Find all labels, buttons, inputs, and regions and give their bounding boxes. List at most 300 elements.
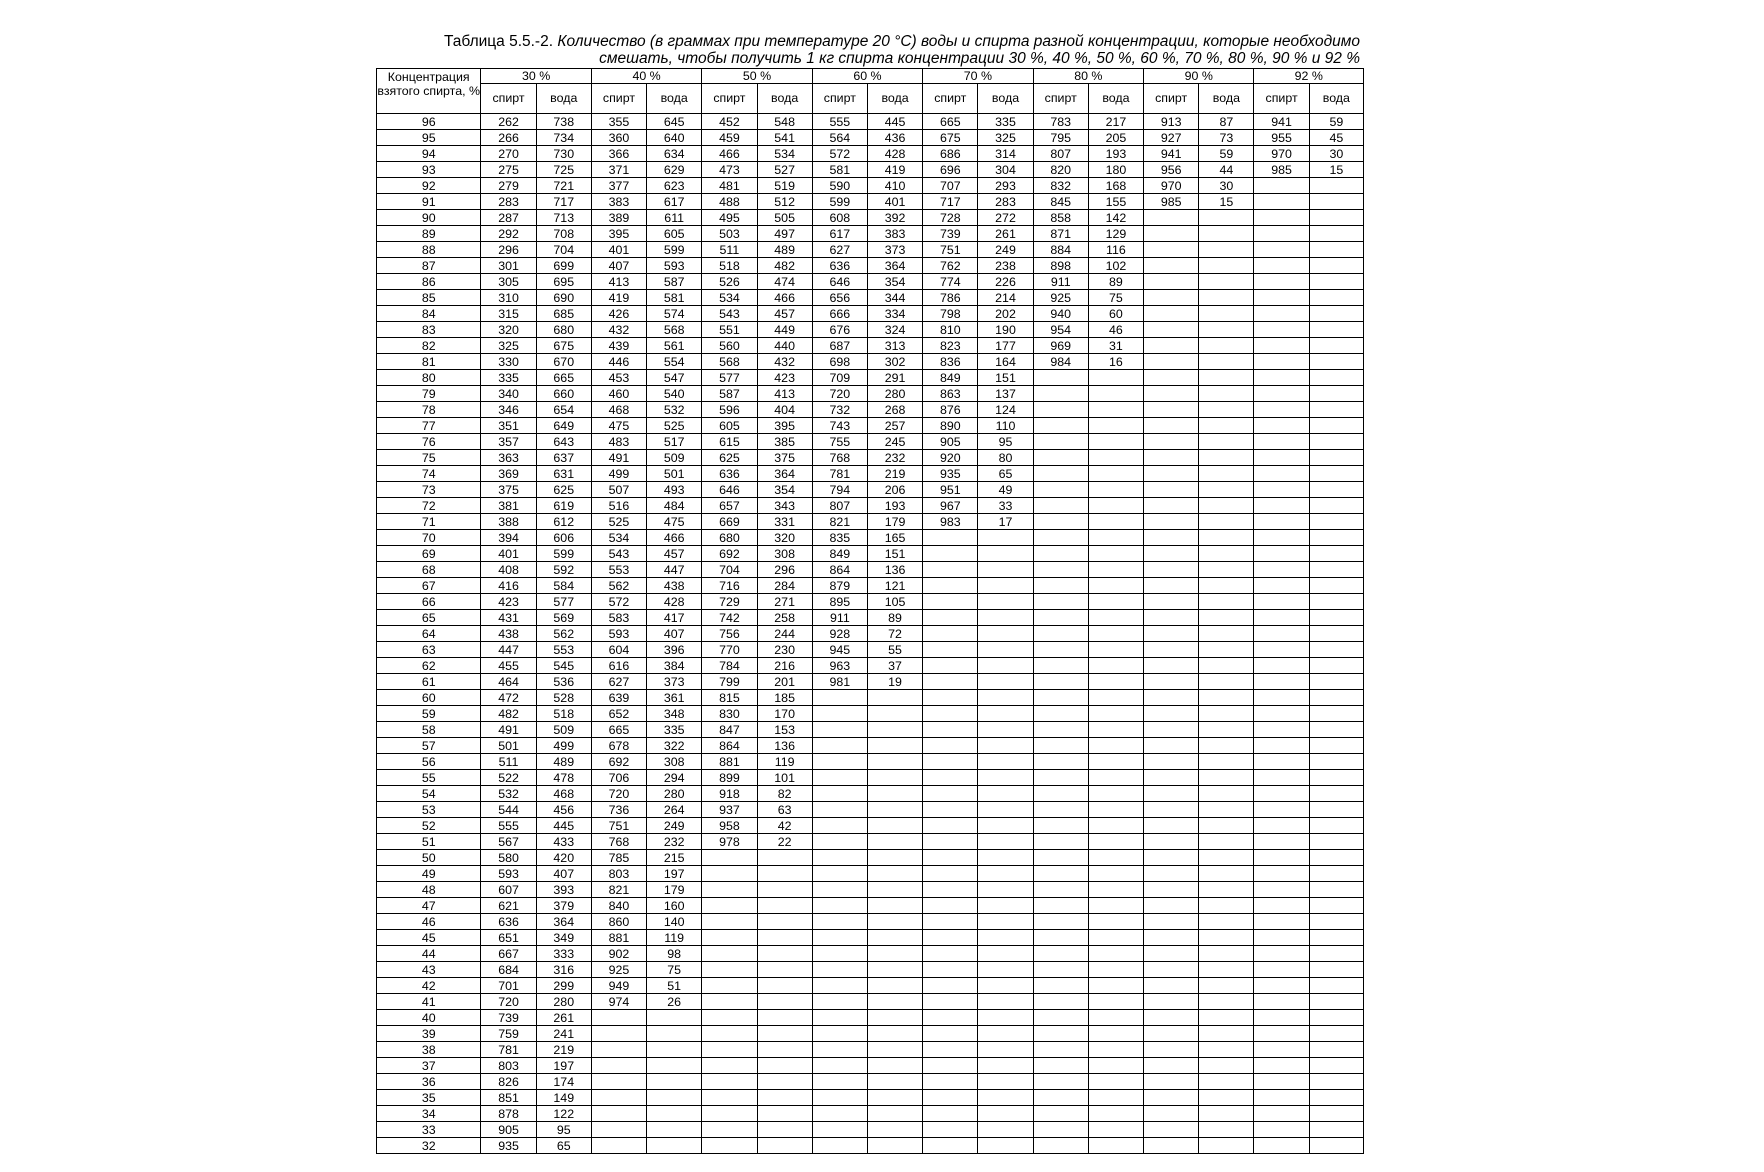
source-concentration-cell: 72	[377, 498, 481, 514]
spirit-amount-cell: 840	[591, 898, 646, 914]
spirit-amount-cell: 426	[591, 306, 646, 322]
water-amount-cell	[1088, 834, 1143, 850]
spirit-amount-cell: 781	[481, 1042, 536, 1058]
water-amount-cell: 637	[536, 450, 591, 466]
spirit-amount-cell	[1254, 466, 1309, 482]
water-amount-cell: 527	[757, 162, 812, 178]
water-amount-cell	[1309, 674, 1363, 690]
water-amount-cell	[1199, 1010, 1254, 1026]
water-amount-cell	[1309, 706, 1363, 722]
spirit-amount-cell	[1144, 370, 1199, 386]
spirit-amount-cell: 984	[1033, 354, 1088, 370]
water-amount-cell: 201	[757, 674, 812, 690]
spirit-amount-cell: 666	[812, 306, 867, 322]
spirit-amount-cell	[1254, 1010, 1309, 1026]
water-amount-cell: 445	[536, 818, 591, 834]
spirit-amount-cell: 596	[702, 402, 757, 418]
source-concentration-cell: 85	[377, 290, 481, 306]
water-amount-cell	[1088, 866, 1143, 882]
spirit-amount-cell: 784	[702, 658, 757, 674]
water-amount-cell	[867, 690, 922, 706]
spirit-amount-cell	[702, 866, 757, 882]
water-amount-cell: 325	[978, 130, 1033, 146]
water-amount-cell	[1199, 850, 1254, 866]
spirit-amount-cell	[591, 1042, 646, 1058]
spirit-amount-cell: 605	[702, 418, 757, 434]
spirit-amount-cell	[923, 962, 978, 978]
water-amount-cell	[1309, 370, 1363, 386]
water-amount-cell: 37	[867, 658, 922, 674]
alcohol-dilution-table	[376, 68, 1364, 1154]
water-amount-cell: 31	[1088, 338, 1143, 354]
spirit-amount-cell	[1144, 690, 1199, 706]
spirit-amount-cell: 884	[1033, 242, 1088, 258]
spirit-amount-cell	[1144, 914, 1199, 930]
water-amount-cell: 170	[757, 706, 812, 722]
water-amount-cell	[1199, 658, 1254, 674]
target-header-70: 70 %	[923, 69, 1033, 84]
spirit-amount-cell	[923, 978, 978, 994]
water-amount-cell: 334	[867, 306, 922, 322]
spirit-amount-cell: 981	[812, 674, 867, 690]
water-amount-cell: 501	[647, 466, 702, 482]
water-amount-cell: 63	[757, 802, 812, 818]
spirit-amount-cell	[1144, 1138, 1199, 1154]
water-amount-cell	[1309, 1090, 1363, 1106]
water-amount-cell: 205	[1088, 130, 1143, 146]
water-amount-cell: 16	[1088, 354, 1143, 370]
water-amount-cell: 599	[536, 546, 591, 562]
water-amount-cell	[867, 1042, 922, 1058]
water-amount-cell: 436	[867, 130, 922, 146]
spirit-subheader: спирт	[591, 84, 646, 114]
spirit-amount-cell	[812, 754, 867, 770]
water-amount-cell	[867, 1010, 922, 1026]
water-amount-cell	[867, 930, 922, 946]
spirit-amount-cell: 739	[923, 226, 978, 242]
spirit-amount-cell: 466	[702, 146, 757, 162]
spirit-amount-cell: 751	[923, 242, 978, 258]
water-amount-cell: 333	[536, 946, 591, 962]
spirit-amount-cell: 625	[702, 450, 757, 466]
water-amount-cell: 440	[757, 338, 812, 354]
water-amount-cell: 280	[867, 386, 922, 402]
water-amount-cell	[1309, 418, 1363, 434]
spirit-amount-cell	[1144, 562, 1199, 578]
spirit-amount-cell: 335	[481, 370, 536, 386]
water-amount-cell	[1309, 178, 1363, 194]
water-amount-cell	[1199, 882, 1254, 898]
spirit-amount-cell	[1033, 594, 1088, 610]
water-amount-cell	[1088, 1058, 1143, 1074]
water-amount-cell: 271	[757, 594, 812, 610]
spirit-amount-cell: 925	[1033, 290, 1088, 306]
spirit-amount-cell: 918	[702, 786, 757, 802]
source-concentration-cell: 37	[377, 1058, 481, 1074]
spirit-amount-cell: 636	[702, 466, 757, 482]
water-amount-cell: 456	[536, 802, 591, 818]
source-concentration-cell: 83	[377, 322, 481, 338]
water-amount-cell	[1309, 850, 1363, 866]
water-amount-cell: 509	[536, 722, 591, 738]
water-amount-cell: 15	[1309, 162, 1363, 178]
water-amount-cell	[978, 882, 1033, 898]
spirit-amount-cell	[923, 1042, 978, 1058]
water-amount-cell	[1309, 626, 1363, 642]
spirit-amount-cell	[1254, 802, 1309, 818]
water-amount-cell	[978, 866, 1033, 882]
water-amount-cell: 119	[757, 754, 812, 770]
table-row	[377, 530, 1364, 546]
water-amount-cell	[1199, 626, 1254, 642]
water-amount-cell	[867, 1138, 922, 1154]
spirit-amount-cell	[702, 1074, 757, 1090]
spirit-amount-cell: 511	[481, 754, 536, 770]
spirit-amount-cell: 615	[702, 434, 757, 450]
water-amount-cell	[867, 962, 922, 978]
spirit-amount-cell	[1033, 866, 1088, 882]
spirit-amount-cell: 756	[702, 626, 757, 642]
water-amount-cell	[867, 1106, 922, 1122]
water-amount-cell	[1309, 242, 1363, 258]
spirit-amount-cell	[702, 1090, 757, 1106]
water-amount-cell: 261	[536, 1010, 591, 1026]
spirit-amount-cell: 902	[591, 946, 646, 962]
spirit-amount-cell	[1033, 578, 1088, 594]
spirit-amount-cell	[1033, 402, 1088, 418]
water-amount-cell	[978, 658, 1033, 674]
table-row	[377, 578, 1364, 594]
water-amount-cell	[1199, 690, 1254, 706]
water-amount-cell	[1088, 498, 1143, 514]
spirit-amount-cell: 974	[591, 994, 646, 1010]
source-concentration-cell: 93	[377, 162, 481, 178]
water-amount-cell	[757, 914, 812, 930]
spirit-amount-cell: 503	[702, 226, 757, 242]
water-amount-cell: 541	[757, 130, 812, 146]
spirit-amount-cell	[812, 722, 867, 738]
spirit-amount-cell: 481	[702, 178, 757, 194]
spirit-amount-cell: 803	[591, 866, 646, 882]
source-concentration-cell: 88	[377, 242, 481, 258]
table-row	[377, 370, 1364, 386]
water-amount-cell	[978, 546, 1033, 562]
water-amount-cell: 561	[647, 338, 702, 354]
water-amount-cell	[867, 1058, 922, 1074]
water-amount-cell: 249	[647, 818, 702, 834]
spirit-amount-cell: 604	[591, 642, 646, 658]
spirit-amount-cell: 305	[481, 274, 536, 290]
spirit-amount-cell	[923, 882, 978, 898]
spirit-amount-cell	[1033, 610, 1088, 626]
water-amount-cell: 304	[978, 162, 1033, 178]
spirit-amount-cell: 823	[923, 338, 978, 354]
spirit-amount-cell: 935	[923, 466, 978, 482]
spirit-amount-cell	[1254, 690, 1309, 706]
spirit-amount-cell	[1254, 1090, 1309, 1106]
water-amount-cell: 73	[1199, 130, 1254, 146]
spirit-amount-cell	[591, 1090, 646, 1106]
water-amount-cell	[757, 1042, 812, 1058]
source-concentration-cell: 35	[377, 1090, 481, 1106]
spirit-amount-cell	[923, 754, 978, 770]
water-amount-cell	[1309, 802, 1363, 818]
water-amount-cell	[1309, 386, 1363, 402]
spirit-amount-cell: 970	[1144, 178, 1199, 194]
source-concentration-cell: 33	[377, 1122, 481, 1138]
spirit-amount-cell	[923, 946, 978, 962]
water-amount-cell: 155	[1088, 194, 1143, 210]
spirit-amount-cell	[812, 690, 867, 706]
water-amount-cell: 493	[647, 482, 702, 498]
spirit-amount-cell: 951	[923, 482, 978, 498]
water-amount-cell	[1199, 546, 1254, 562]
spirit-amount-cell: 675	[923, 130, 978, 146]
spirit-amount-cell: 728	[923, 210, 978, 226]
water-amount-cell	[1199, 946, 1254, 962]
spirit-amount-cell: 983	[923, 514, 978, 530]
spirit-amount-cell: 346	[481, 402, 536, 418]
water-amount-cell: 268	[867, 402, 922, 418]
water-amount-cell	[1199, 898, 1254, 914]
water-amount-cell	[1088, 562, 1143, 578]
water-amount-cell: 438	[647, 578, 702, 594]
water-amount-cell	[757, 1106, 812, 1122]
spirit-amount-cell: 555	[812, 114, 867, 130]
source-concentration-cell: 68	[377, 562, 481, 578]
water-subheader: вода	[1309, 84, 1363, 114]
spirit-amount-cell: 667	[481, 946, 536, 962]
spirit-amount-cell: 680	[702, 530, 757, 546]
spirit-amount-cell: 525	[591, 514, 646, 530]
water-amount-cell	[867, 770, 922, 786]
spirit-amount-cell: 577	[702, 370, 757, 386]
spirit-amount-cell: 453	[591, 370, 646, 386]
spirit-subheader: спирт	[1033, 84, 1088, 114]
spirit-amount-cell: 692	[702, 546, 757, 562]
spirit-amount-cell: 707	[923, 178, 978, 194]
table-row	[377, 306, 1364, 322]
water-amount-cell: 272	[978, 210, 1033, 226]
water-amount-cell: 685	[536, 306, 591, 322]
water-amount-cell: 466	[647, 530, 702, 546]
spirit-amount-cell: 377	[591, 178, 646, 194]
spirit-amount-cell	[1144, 962, 1199, 978]
water-amount-cell	[1309, 210, 1363, 226]
source-concentration-cell: 53	[377, 802, 481, 818]
table-row	[377, 706, 1364, 722]
spirit-amount-cell: 325	[481, 338, 536, 354]
spirit-amount-cell	[1144, 434, 1199, 450]
spirit-amount-cell: 388	[481, 514, 536, 530]
spirit-amount-cell	[1254, 482, 1309, 498]
water-amount-cell	[757, 898, 812, 914]
water-amount-cell: 413	[757, 386, 812, 402]
spirit-amount-cell	[1254, 546, 1309, 562]
water-amount-cell	[1088, 818, 1143, 834]
spirit-amount-cell	[812, 1122, 867, 1138]
spirit-amount-cell	[1144, 338, 1199, 354]
spirit-amount-cell: 446	[591, 354, 646, 370]
table-row	[377, 850, 1364, 866]
table-row	[377, 594, 1364, 610]
table-row	[377, 290, 1364, 306]
water-amount-cell	[1088, 786, 1143, 802]
water-amount-cell: 249	[978, 242, 1033, 258]
water-amount-cell: 324	[867, 322, 922, 338]
table-row	[377, 610, 1364, 626]
water-amount-cell	[757, 1026, 812, 1042]
water-amount-cell: 364	[536, 914, 591, 930]
spirit-amount-cell	[1254, 1026, 1309, 1042]
table-row	[377, 738, 1364, 754]
water-amount-cell: 121	[867, 578, 922, 594]
water-amount-cell: 344	[867, 290, 922, 306]
table-row	[377, 818, 1364, 834]
table-row	[377, 562, 1364, 578]
water-amount-cell: 142	[1088, 210, 1143, 226]
spirit-amount-cell: 340	[481, 386, 536, 402]
table-row	[377, 498, 1364, 514]
water-amount-cell	[757, 946, 812, 962]
spirit-amount-cell: 807	[812, 498, 867, 514]
water-amount-cell	[1088, 946, 1143, 962]
spirit-amount-cell: 279	[481, 178, 536, 194]
spirit-amount-cell	[1144, 674, 1199, 690]
spirit-amount-cell	[812, 818, 867, 834]
table-row	[377, 338, 1364, 354]
spirit-amount-cell: 709	[812, 370, 867, 386]
water-amount-cell: 569	[536, 610, 591, 626]
spirit-amount-cell: 878	[481, 1106, 536, 1122]
spirit-amount-cell: 783	[1033, 114, 1088, 130]
spirit-amount-cell: 985	[1254, 162, 1309, 178]
spirit-amount-cell	[1033, 562, 1088, 578]
water-amount-cell	[1309, 1074, 1363, 1090]
water-amount-cell: 373	[647, 674, 702, 690]
spirit-amount-cell	[1144, 402, 1199, 418]
spirit-amount-cell: 567	[481, 834, 536, 850]
water-amount-cell: 407	[647, 626, 702, 642]
water-amount-cell: 592	[536, 562, 591, 578]
spirit-amount-cell	[923, 546, 978, 562]
spirit-amount-cell: 483	[591, 434, 646, 450]
spirit-amount-cell: 849	[812, 546, 867, 562]
table-row	[377, 194, 1364, 210]
water-amount-cell: 197	[647, 866, 702, 882]
water-amount-cell: 457	[757, 306, 812, 322]
water-amount-cell: 238	[978, 258, 1033, 274]
spirit-amount-cell	[1254, 530, 1309, 546]
spirit-amount-cell	[1254, 898, 1309, 914]
spirit-amount-cell	[923, 530, 978, 546]
water-amount-cell	[1199, 242, 1254, 258]
water-amount-cell	[867, 914, 922, 930]
spirit-amount-cell	[923, 802, 978, 818]
water-amount-cell	[1088, 754, 1143, 770]
spirit-amount-cell	[1254, 818, 1309, 834]
water-amount-cell: 645	[647, 114, 702, 130]
spirit-amount-cell: 560	[702, 338, 757, 354]
spirit-amount-cell	[1144, 354, 1199, 370]
spirit-amount-cell: 522	[481, 770, 536, 786]
spirit-amount-cell	[1144, 274, 1199, 290]
water-amount-cell	[1088, 978, 1143, 994]
water-amount-cell	[1199, 818, 1254, 834]
table-row	[377, 354, 1364, 370]
spirit-amount-cell	[1254, 1138, 1309, 1154]
spirit-amount-cell: 860	[591, 914, 646, 930]
water-amount-cell	[867, 786, 922, 802]
spirit-amount-cell	[1254, 834, 1309, 850]
water-amount-cell: 296	[757, 562, 812, 578]
water-amount-cell	[1088, 450, 1143, 466]
water-amount-cell	[1199, 914, 1254, 930]
spirit-amount-cell: 646	[812, 274, 867, 290]
water-amount-cell	[1088, 418, 1143, 434]
water-amount-cell: 284	[757, 578, 812, 594]
water-amount-cell	[1309, 498, 1363, 514]
spirit-amount-cell	[812, 738, 867, 754]
spirit-amount-cell: 759	[481, 1026, 536, 1042]
spirit-amount-cell: 743	[812, 418, 867, 434]
water-amount-cell	[1199, 434, 1254, 450]
water-amount-cell: 168	[1088, 178, 1143, 194]
spirit-amount-cell	[1144, 322, 1199, 338]
spirit-amount-cell: 704	[702, 562, 757, 578]
spirit-amount-cell	[591, 1074, 646, 1090]
spirit-amount-cell	[1254, 274, 1309, 290]
spirit-amount-cell: 455	[481, 658, 536, 674]
water-amount-cell	[1088, 402, 1143, 418]
spirit-amount-cell	[702, 946, 757, 962]
water-amount-cell	[978, 978, 1033, 994]
spirit-amount-cell: 287	[481, 210, 536, 226]
spirit-amount-cell: 656	[812, 290, 867, 306]
spirit-amount-cell: 739	[481, 1010, 536, 1026]
water-amount-cell	[1309, 818, 1363, 834]
source-concentration-cell: 71	[377, 514, 481, 530]
source-concentration-cell: 65	[377, 610, 481, 626]
water-amount-cell: 124	[978, 402, 1033, 418]
spirit-amount-cell	[812, 866, 867, 882]
spirit-amount-cell	[1144, 1122, 1199, 1138]
water-amount-cell: 226	[978, 274, 1033, 290]
spirit-amount-cell	[1033, 978, 1088, 994]
water-amount-cell	[1088, 546, 1143, 562]
water-amount-cell	[978, 706, 1033, 722]
spirit-amount-cell	[1254, 338, 1309, 354]
water-amount-cell	[757, 962, 812, 978]
spirit-amount-cell	[1033, 802, 1088, 818]
spirit-amount-cell: 963	[812, 658, 867, 674]
spirit-amount-cell: 955	[1254, 130, 1309, 146]
water-amount-cell	[1309, 434, 1363, 450]
spirit-amount-cell	[923, 1138, 978, 1154]
spirit-amount-cell	[1144, 818, 1199, 834]
water-amount-cell: 518	[536, 706, 591, 722]
spirit-amount-cell	[1033, 626, 1088, 642]
water-amount-cell	[1199, 1090, 1254, 1106]
spirit-amount-cell	[1144, 258, 1199, 274]
spirit-amount-cell: 937	[702, 802, 757, 818]
table-row	[377, 1122, 1364, 1138]
water-amount-cell	[978, 1106, 1033, 1122]
spirit-amount-cell	[923, 658, 978, 674]
table-row	[377, 866, 1364, 882]
spirit-amount-cell: 351	[481, 418, 536, 434]
water-amount-cell	[867, 802, 922, 818]
